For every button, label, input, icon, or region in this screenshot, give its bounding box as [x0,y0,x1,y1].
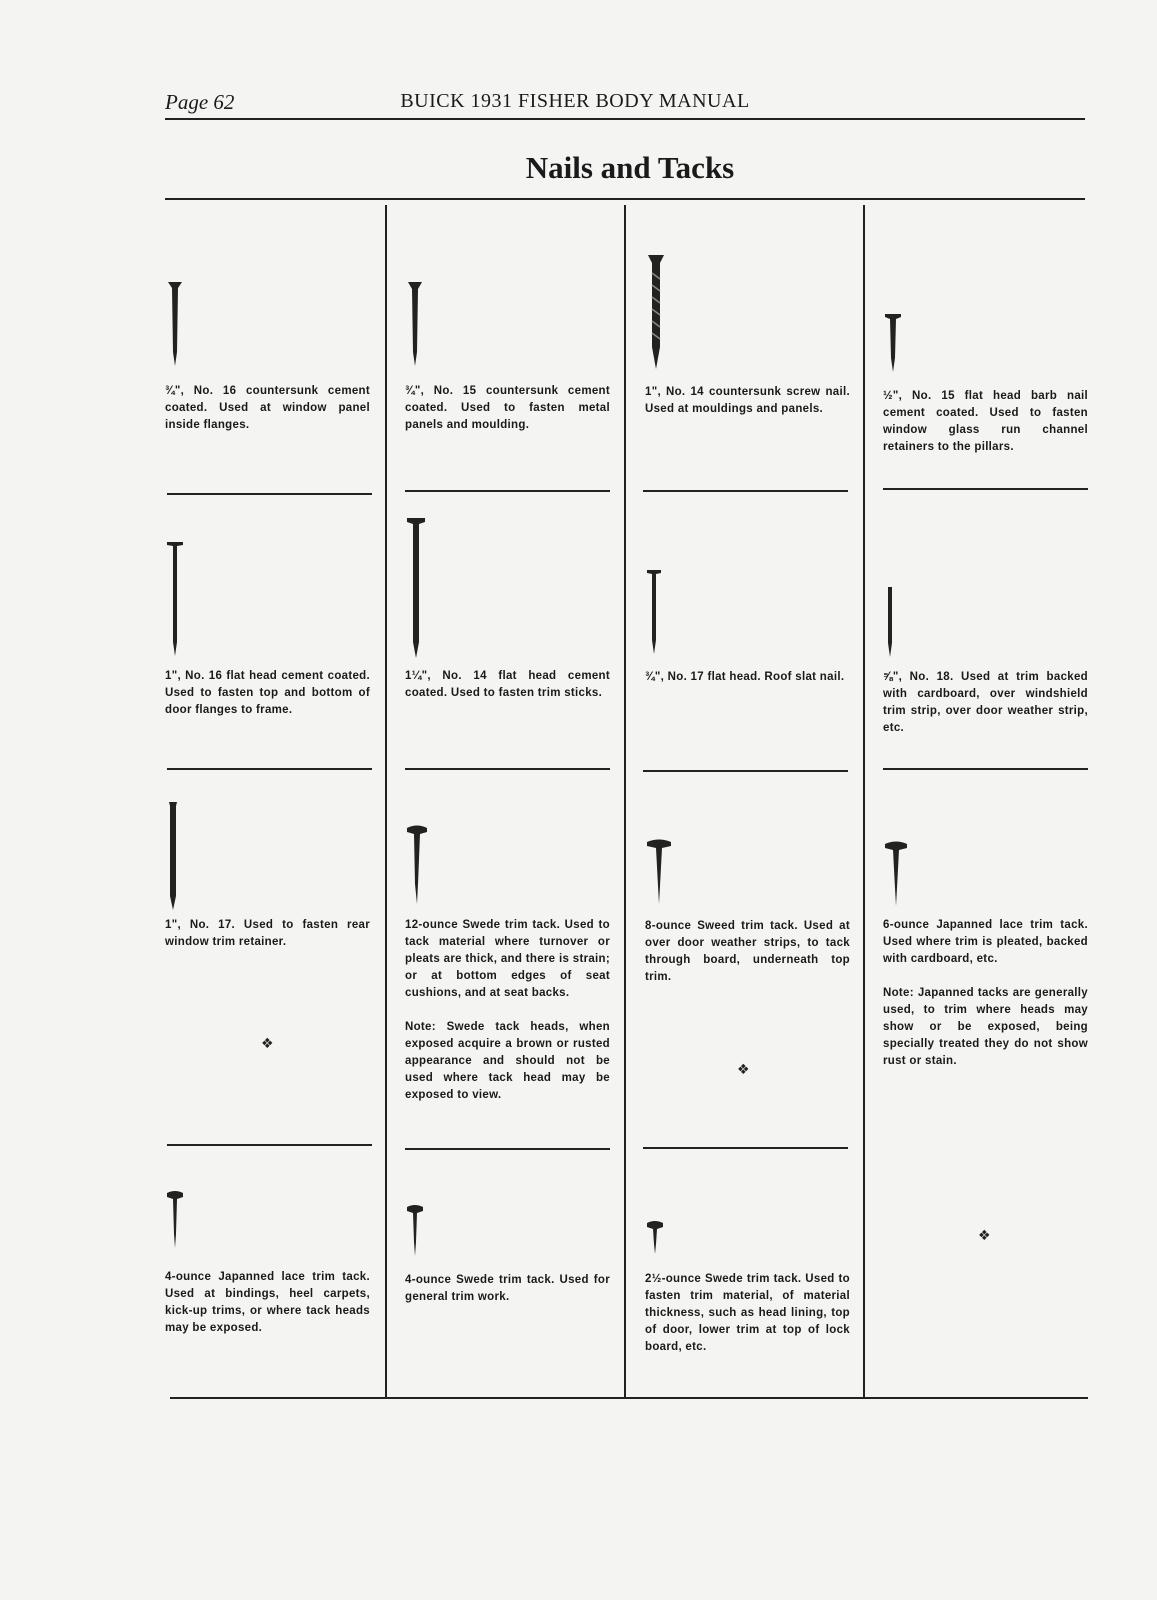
page-title: Nails and Tacks [525,150,735,185]
row-separator [643,1147,848,1149]
row-separator [405,490,610,492]
finish-nail-icon [165,800,181,912]
running-title: BUICK 1931 FISHER BODY MANUAL [400,90,750,112]
nail-item [165,1190,370,1334]
nail-item [405,516,610,699]
nail-item [883,312,1088,453]
item-description: 1", No. 16 flat head cement coated. Used to fasten top and bottom of door flanges to frame. [165,670,370,716]
row-separator [167,1144,372,1146]
column-divider-2 [624,205,626,1398]
ornament-icon: ❖ [737,1062,750,1078]
column-divider-1 [385,205,387,1398]
item-description: ¾", No. 15 countersunk cement coated. Used to fasten metal panels and moulding. [405,385,610,431]
ornament-icon: ❖ [261,1036,274,1052]
item-description: 4-ounce Swede trim tack. Used for general trim work. [405,1274,610,1303]
row-separator [643,490,848,492]
item-description: 6-ounce Japanned lace trim tack. Used where trim is pleated, backed with cardboard, etc. [883,919,1088,965]
row-separator [167,768,372,770]
grid-top-rule [165,198,1085,200]
item-note: Note: Swede tack heads, when exposed acquire a brown or rusted appearance and should not be used where tack head may be exposed to view. [405,1021,610,1101]
item-description: 12-ounce Swede trim tack. Used to tack material where turnover or pleats are thick, and there is strain; or at bottom edges of seat cushions, and at seat backs. [405,919,610,999]
item-description: ¾", No. 16 countersunk cement coated. Used at window panel inside flanges. [165,385,370,431]
flat-head-nail-icon [165,540,185,660]
tack-icon [645,838,673,908]
tack-icon [405,824,429,908]
page-number: Page 62 [165,90,235,114]
brad-nail-icon [883,585,897,661]
tack-icon [165,1190,185,1252]
roof-slat-nail-icon [645,568,663,658]
barb-nail-icon [883,312,903,376]
nail-item [645,1220,850,1353]
nail-item [165,540,370,716]
item-description: ½", No. 15 flat head barb nail cement coated. Used to fasten window glass run channel retainers to the pillars. [883,390,1088,453]
row-separator [883,768,1088,770]
nail-item [883,585,1088,734]
item-note: Note: Japanned tacks are generally used, to trim where heads may show or be exposed, being specially treated they do not show rust or stain. [883,987,1088,1067]
page-header [165,88,1085,120]
item-description: 1¼", No. 14 flat head cement coated. Used to fasten trim sticks. [405,670,610,699]
nail-item [883,840,1088,1244]
nail-item [645,838,850,1078]
column-divider-3 [863,205,865,1398]
screw-nail-icon [645,253,667,373]
nail-item [645,568,850,683]
nail-item [165,280,370,431]
nail-item [405,1204,610,1303]
item-description: ⅝", No. 18. Used at trim backed with cardboard, over windshield trim strip, over door weather strip, etc. [883,671,1088,734]
row-separator [405,768,610,770]
nail-item [405,280,610,431]
tack-icon [405,1204,425,1260]
row-separator [643,770,848,772]
item-description: 8-ounce Sweed trim tack. Used at over door weather strips, to tack through board, underneath top trim. [645,920,850,983]
item-description: 1", No. 17. Used to fasten rear window trim retainer. [165,919,370,948]
flat-head-nail-icon [405,516,427,662]
countersunk-nail-icon [165,280,185,370]
row-separator [167,493,372,495]
nail-item [405,824,610,1101]
item-description: ¾", No. 17 flat head. Roof slat nail. [645,671,845,683]
nail-item [165,800,370,1052]
tack-icon [883,840,909,910]
item-description: 2½-ounce Swede trim tack. Used to fasten trim material, of material thickness, such as head lining, top of door, lower trim at top of lock board, etc. [645,1273,850,1353]
ornament-icon: ❖ [978,1228,991,1244]
nail-item [645,253,850,415]
tack-icon [645,1220,665,1258]
item-description: 1", No. 14 countersunk screw nail. Used at mouldings and panels. [645,386,850,415]
row-separator [883,488,1088,490]
countersunk-nail-icon [405,280,425,370]
item-description: 4-ounce Japanned lace trim tack. Used at bindings, heel carpets, kick-up trims, or where tack heads may be exposed. [165,1271,370,1334]
row-separator [405,1148,610,1150]
grid-bottom-rule [170,1397,1088,1399]
